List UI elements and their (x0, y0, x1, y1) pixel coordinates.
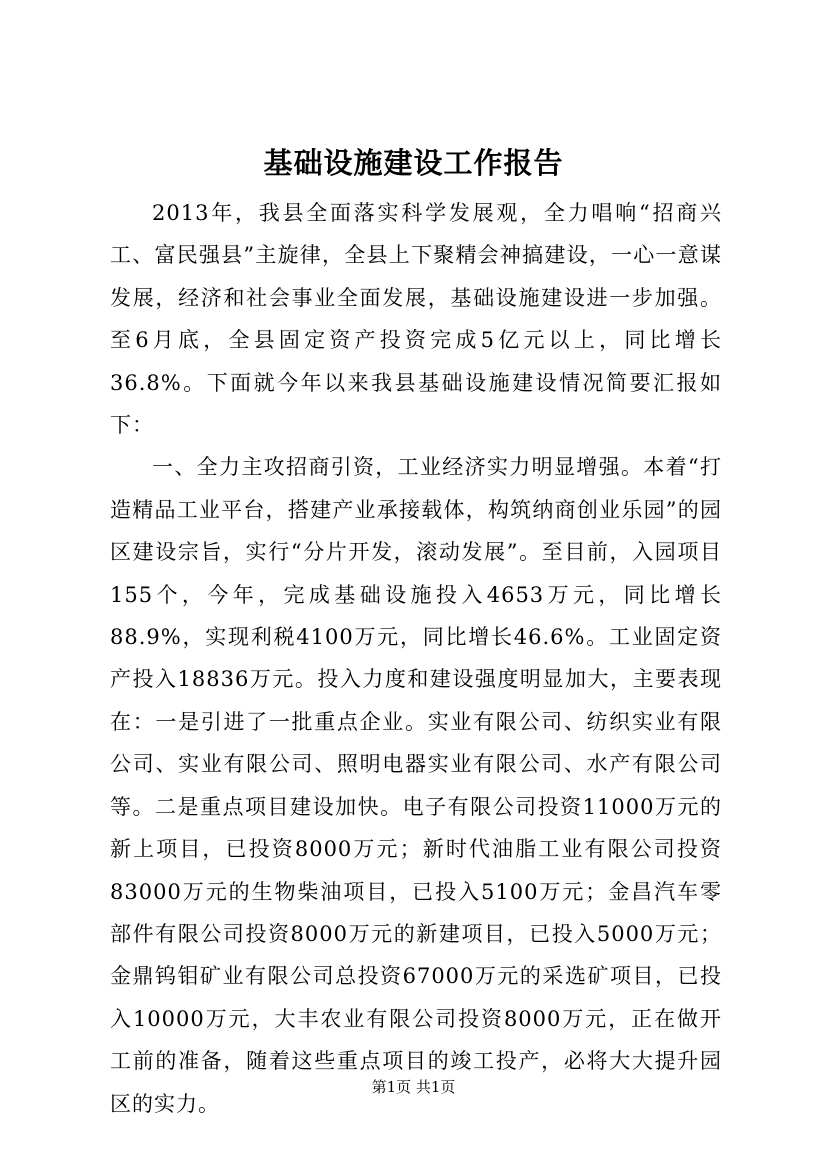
document-body (110, 192, 722, 1125)
paragraph-investment: 一、全力主攻招商引资，工业经济实力明显增强。本着“打造精品工业平台，搭建产业承接载体，构筑纳商创业乐园”的园区建设宗旨，实行“分片开发，滚动发展”。至目前，入园项目155个，今年，完成基础设施投入4653万元，同比增长88.9%，实现利税4100万元，同比增长46.6%。工业固定资产投入18836万元。投入力度和建设强度明显加大，主要表现在：一是引进了一批重点企业。实业有限公司、纺织实业有限公司、实业有限公司、照明电器实业有限公司、水产有限公司等。二是重点项目建设加快。电子有限公司投资11000万元的新上项目，已投资8000万元；新时代油脂工业有限公司投资83000万元的生物柴油项目，已投入5100万元；金昌汽车零部件有限公司投资8000万元的新建项目，已投入5000万元；金鼎钨钼矿业有限公司总投资67000万元的采选矿项目，已投入10000万元，大丰农业有限公司投资8000万元，正在做开工前的准备，随着这些重点项目的竣工投产，必将大大提升园区的实力。 (110, 455, 722, 1116)
document-title: 基础设施建设工作报告 (263, 146, 564, 180)
paragraph-intro: 2013年，我县全面落实科学发展观，全力唱响“招商兴工、富民强县”主旋律，全县上下聚精会神搞建设，一心一意谋发展，经济和社会事业全面发展，基础设施建设进一步加强。至6月底，全县固定资产投资完成5亿元以上，同比增长36.8%。下面就今年以来我县基础设施建设情况简要汇报如下： (110, 201, 722, 438)
page-footer: 第1页 共1页 (371, 1078, 456, 1096)
